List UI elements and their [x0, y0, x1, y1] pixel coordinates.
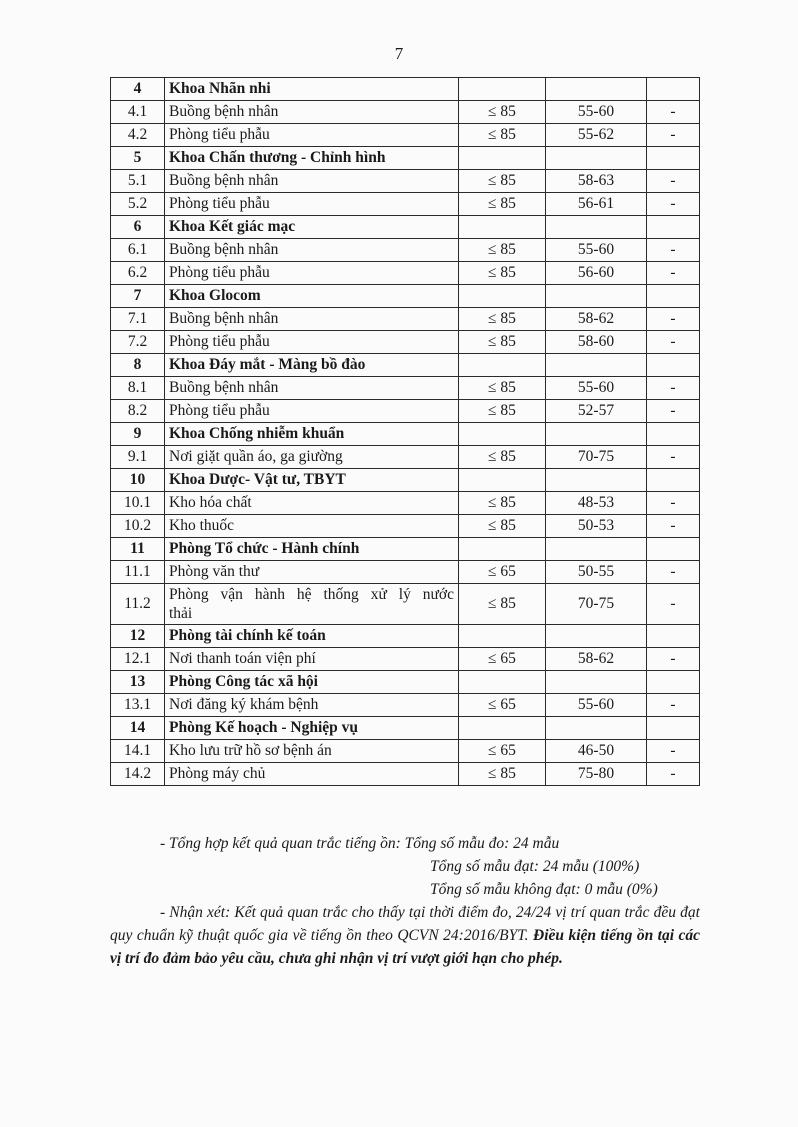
table-row	[111, 584, 700, 625]
limit-cell: ≤ 85	[459, 193, 546, 216]
summary-total-samples: - Tổng hợp kết quả quan trắc tiếng ồn: Tổng số mẫu đo: 24 mẫu	[160, 835, 560, 852]
limit-cell	[459, 671, 546, 694]
location-name-cell: Khoa Kết giác mạc	[165, 216, 459, 239]
location-name-cell: Nơi thanh toán viện phí	[165, 648, 459, 671]
note-cell: -	[647, 584, 700, 625]
note-cell	[647, 538, 700, 561]
location-name-cell: Kho hóa chất	[165, 492, 459, 515]
limit-cell: ≤ 65	[459, 740, 546, 763]
table-row	[111, 763, 700, 786]
table-body	[111, 78, 700, 786]
table-row	[111, 561, 700, 584]
row-number-cell: 7.2	[111, 331, 165, 354]
row-number-cell: 6.1	[111, 239, 165, 262]
note-cell	[647, 423, 700, 446]
row-number-cell: 11	[111, 538, 165, 561]
limit-cell	[459, 147, 546, 170]
summary-failed-samples: Tổng số mẫu không đạt: 0 mẫu (0%)	[430, 881, 658, 898]
row-number-cell: 12.1	[111, 648, 165, 671]
table-row	[111, 648, 700, 671]
row-number-cell: 6	[111, 216, 165, 239]
table-row	[111, 170, 700, 193]
result-cell: 75-80	[546, 763, 647, 786]
remark-part2: Điều kiện tiếng ồn tại các vị trí đo đảm bảo yêu cầu, chưa ghi nhận vị trí vượt giới hạn cho phép.	[110, 927, 700, 967]
row-number-cell: 12	[111, 625, 165, 648]
limit-cell: ≤ 65	[459, 648, 546, 671]
location-name-cell: Khoa Glocom	[165, 285, 459, 308]
result-cell: 55-60	[546, 101, 647, 124]
note-cell: -	[647, 308, 700, 331]
limit-cell: ≤ 85	[459, 170, 546, 193]
note-cell: -	[647, 648, 700, 671]
note-cell: -	[647, 400, 700, 423]
limit-cell	[459, 625, 546, 648]
location-name-line1: Phòng vận hành hệ thống xử lý nước	[169, 586, 454, 603]
table-row	[111, 740, 700, 763]
result-cell: 55-60	[546, 377, 647, 400]
section-row	[111, 625, 700, 648]
table-row	[111, 400, 700, 423]
result-cell: 55-60	[546, 239, 647, 262]
row-number-cell: 8.1	[111, 377, 165, 400]
result-cell	[546, 469, 647, 492]
row-number-cell: 7	[111, 285, 165, 308]
result-cell: 55-60	[546, 694, 647, 717]
limit-cell: ≤ 85	[459, 331, 546, 354]
table-row	[111, 377, 700, 400]
row-number-cell: 11.2	[111, 584, 165, 625]
note-cell: -	[647, 124, 700, 147]
note-cell: -	[647, 694, 700, 717]
row-number-cell: 13.1	[111, 694, 165, 717]
noise-measurement-table	[110, 77, 700, 786]
row-number-cell: 13	[111, 671, 165, 694]
row-number-cell: 14.1	[111, 740, 165, 763]
result-cell: 58-63	[546, 170, 647, 193]
row-number-cell: 10.1	[111, 492, 165, 515]
note-cell	[647, 717, 700, 740]
table-row	[111, 308, 700, 331]
note-cell: -	[647, 239, 700, 262]
note-cell	[647, 216, 700, 239]
location-name-cell: Buồng bệnh nhân	[165, 239, 459, 262]
limit-cell	[459, 423, 546, 446]
result-cell: 58-62	[546, 308, 647, 331]
row-number-cell: 8.2	[111, 400, 165, 423]
location-name-cell: Kho lưu trữ hồ sơ bệnh án	[165, 740, 459, 763]
location-name-cell: Buồng bệnh nhân	[165, 170, 459, 193]
result-cell	[546, 285, 647, 308]
limit-cell	[459, 538, 546, 561]
row-number-cell: 10	[111, 469, 165, 492]
section-row	[111, 538, 700, 561]
result-cell: 46-50	[546, 740, 647, 763]
limit-cell: ≤ 85	[459, 262, 546, 285]
table-row	[111, 331, 700, 354]
location-name-cell: Phòng văn thư	[165, 561, 459, 584]
location-name-cell: Khoa Chấn thương - Chỉnh hình	[165, 147, 459, 170]
row-number-cell: 9.1	[111, 446, 165, 469]
row-number-cell: 5	[111, 147, 165, 170]
result-cell: 58-62	[546, 648, 647, 671]
note-cell: -	[647, 515, 700, 538]
row-number-cell: 6.2	[111, 262, 165, 285]
location-name-cell: Khoa Dược- Vật tư, TBYT	[165, 469, 459, 492]
remark-part1: - Nhận xét: Kết quả quan trắc cho thấy tại thời điểm đo, 24/24 vị trí quan trắc đều đạt quy chuẩn kỹ thuật quốc gia về tiếng ồn theo QCVN 24:2016/BYT.	[110, 904, 700, 944]
location-name-cell: Phòng Công tác xã hội	[165, 671, 459, 694]
location-name-cell: Phòng máy chủ	[165, 763, 459, 786]
result-cell	[546, 625, 647, 648]
note-cell	[647, 354, 700, 377]
location-name-cell: Buồng bệnh nhân	[165, 377, 459, 400]
result-cell	[546, 216, 647, 239]
result-cell: 52-57	[546, 400, 647, 423]
section-row	[111, 216, 700, 239]
table-row	[111, 694, 700, 717]
result-cell: 50-55	[546, 561, 647, 584]
summary-section	[110, 832, 700, 970]
note-cell: -	[647, 446, 700, 469]
note-cell: -	[647, 193, 700, 216]
table-row	[111, 446, 700, 469]
limit-cell	[459, 216, 546, 239]
result-cell: 70-75	[546, 446, 647, 469]
note-cell: -	[647, 561, 700, 584]
table-row	[111, 239, 700, 262]
result-cell	[546, 423, 647, 446]
limit-cell: ≤ 85	[459, 492, 546, 515]
result-cell: 56-61	[546, 193, 647, 216]
note-cell: -	[647, 101, 700, 124]
note-cell	[647, 78, 700, 101]
limit-cell: ≤ 65	[459, 561, 546, 584]
location-name-cell: Khoa Đáy mắt - Màng bồ đào	[165, 354, 459, 377]
result-cell: 55-62	[546, 124, 647, 147]
note-cell: -	[647, 763, 700, 786]
limit-cell: ≤ 85	[459, 239, 546, 262]
summary-passed-samples: Tổng số mẫu đạt: 24 mẫu (100%)	[430, 858, 640, 875]
section-row	[111, 717, 700, 740]
row-number-cell: 5.2	[111, 193, 165, 216]
result-cell	[546, 78, 647, 101]
location-name-cell: Kho thuốc	[165, 515, 459, 538]
note-cell: -	[647, 331, 700, 354]
row-number-cell: 4.1	[111, 101, 165, 124]
limit-cell: ≤ 85	[459, 124, 546, 147]
note-cell: -	[647, 377, 700, 400]
limit-cell	[459, 469, 546, 492]
location-name-cell: Phòng tài chính kế toán	[165, 625, 459, 648]
section-row	[111, 423, 700, 446]
result-cell: 50-53	[546, 515, 647, 538]
note-cell	[647, 147, 700, 170]
result-cell: 58-60	[546, 331, 647, 354]
location-name-cell: Nơi đăng ký khám bệnh	[165, 694, 459, 717]
row-number-cell: 4.2	[111, 124, 165, 147]
note-cell	[647, 469, 700, 492]
location-name-cell: Phòng tiểu phẫu	[165, 262, 459, 285]
table-row	[111, 515, 700, 538]
section-row	[111, 354, 700, 377]
location-name-cell: Phòng tiểu phẫu	[165, 331, 459, 354]
location-name-cell: Nơi giặt quần áo, ga giường	[165, 446, 459, 469]
location-name-cell	[165, 584, 459, 625]
section-row	[111, 469, 700, 492]
result-cell	[546, 717, 647, 740]
location-name-cell: Buồng bệnh nhân	[165, 101, 459, 124]
table-row	[111, 101, 700, 124]
location-name-line2: thải	[169, 605, 193, 622]
note-cell: -	[647, 740, 700, 763]
section-row	[111, 285, 700, 308]
result-cell: 48-53	[546, 492, 647, 515]
note-cell: -	[647, 262, 700, 285]
result-cell	[546, 147, 647, 170]
location-name-cell: Phòng tiểu phẫu	[165, 124, 459, 147]
result-cell	[546, 354, 647, 377]
location-name-cell: Khoa Chống nhiễm khuẩn	[165, 423, 459, 446]
table-row	[111, 193, 700, 216]
limit-cell: ≤ 85	[459, 763, 546, 786]
row-number-cell: 11.1	[111, 561, 165, 584]
row-number-cell: 9	[111, 423, 165, 446]
result-cell: 70-75	[546, 584, 647, 625]
limit-cell: ≤ 85	[459, 308, 546, 331]
row-number-cell: 14	[111, 717, 165, 740]
section-row	[111, 671, 700, 694]
limit-cell: ≤ 85	[459, 446, 546, 469]
table-row	[111, 262, 700, 285]
location-name-cell: Phòng Tổ chức - Hành chính	[165, 538, 459, 561]
note-cell	[647, 671, 700, 694]
note-cell	[647, 285, 700, 308]
table-row	[111, 492, 700, 515]
limit-cell	[459, 354, 546, 377]
limit-cell: ≤ 85	[459, 101, 546, 124]
section-row	[111, 78, 700, 101]
result-cell	[546, 671, 647, 694]
limit-cell: ≤ 85	[459, 400, 546, 423]
row-number-cell: 7.1	[111, 308, 165, 331]
location-name-cell: Phòng tiểu phẫu	[165, 400, 459, 423]
result-cell: 56-60	[546, 262, 647, 285]
page-number: 7	[394, 44, 404, 63]
row-number-cell: 14.2	[111, 763, 165, 786]
note-cell	[647, 625, 700, 648]
row-number-cell: 5.1	[111, 170, 165, 193]
limit-cell	[459, 285, 546, 308]
row-number-cell: 10.2	[111, 515, 165, 538]
limit-cell	[459, 717, 546, 740]
note-cell: -	[647, 170, 700, 193]
limit-cell: ≤ 85	[459, 515, 546, 538]
note-cell: -	[647, 492, 700, 515]
row-number-cell: 4	[111, 78, 165, 101]
limit-cell: ≤ 85	[459, 377, 546, 400]
limit-cell: ≤ 65	[459, 694, 546, 717]
limit-cell: ≤ 85	[459, 584, 546, 625]
location-name-cell: Phòng Kế hoạch - Nghiệp vụ	[165, 717, 459, 740]
table-row	[111, 124, 700, 147]
row-number-cell: 8	[111, 354, 165, 377]
location-name-cell: Phòng tiểu phẫu	[165, 193, 459, 216]
location-name-cell: Buồng bệnh nhân	[165, 308, 459, 331]
section-row	[111, 147, 700, 170]
result-cell	[546, 538, 647, 561]
location-name-cell: Khoa Nhãn nhi	[165, 78, 459, 101]
limit-cell	[459, 78, 546, 101]
remark-paragraph	[110, 901, 700, 970]
